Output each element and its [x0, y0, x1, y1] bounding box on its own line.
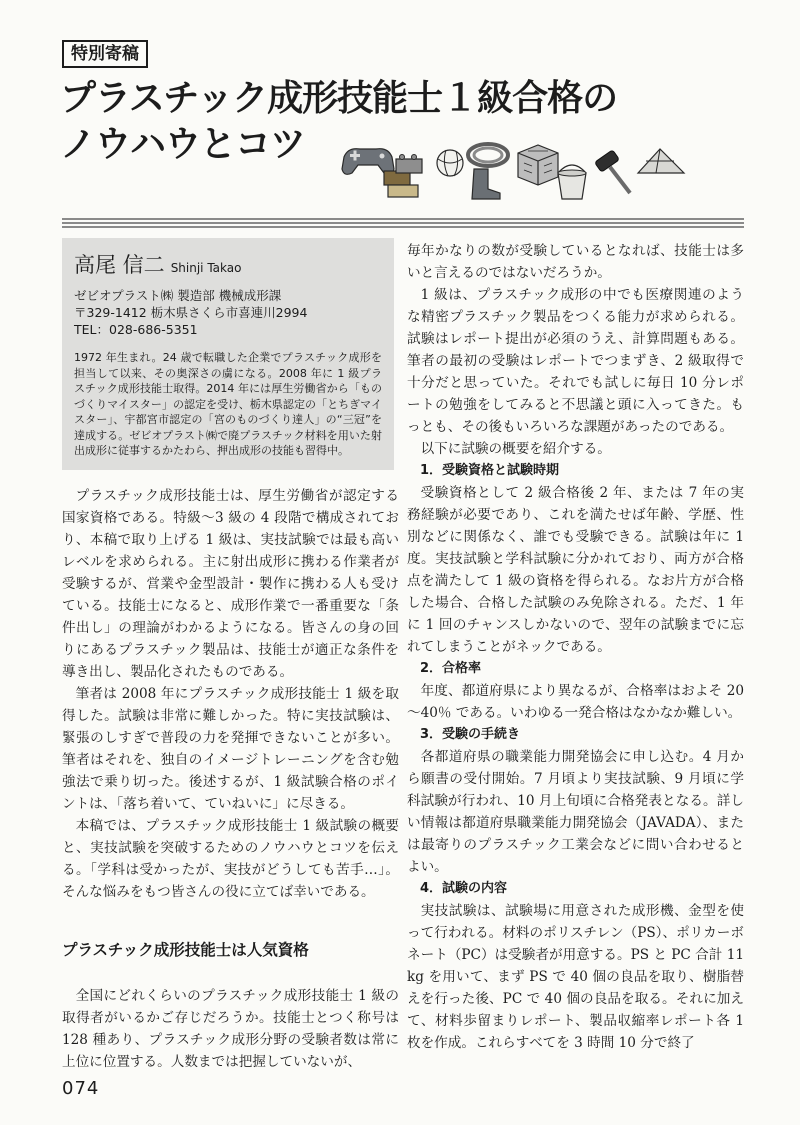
paragraph: 実技試験は、試験場に用意された成形機、金型を使って行われる。材料のポリスチレン（PS）、ポリカーボネート（PC）は受験者が用意する。PS と PC 合計 11 kg を用いて、まず PS で 40 個の良品を取り、樹脂替えを行った後、PC で 40 個の良品を取る。それに加えて、材料歩留まりレポート、製品収縮率レポート各 1 枚を作成。これらすべてを 3 時間 10 分で終了 [407, 903, 744, 1051]
paragraph: 各都道府県の職業能力開発協会に申し込む。4 月から願書の受付開始。7 月頃より実技試験、9 月頃に学科試験が行われ、10 月上旬頃に合格発表となる。詳しい情報は都道府県職業能力開発協会（JAVADA）、または最寄りのプラスチック工業会などに問い合わせるとよい。 [407, 749, 744, 875]
subheading-pass-rate: 2．合格率 [420, 661, 482, 676]
header-divider [62, 216, 744, 228]
paragraph: 受験資格として 2 級合格後 2 年、または 7 年の実務経験が必要であり、これを満たせば年齢、学歴、性別などに関係なく、誰でも受験できる。試験は年に 1 度。実技試験と学科試験に分かれており、両方が合格点を満たして 1 級の資格を得られる。なお片方が合格した場合、合格した試験のみ免除される。ただ、1 年に 1 回のチャンスしかないので、翌年の試験までに忘れてしまうことがネックである。 [407, 485, 744, 655]
page-number: 074 [62, 1078, 100, 1099]
ball-icon [437, 150, 463, 176]
paragraph: 1 級は、プラスチック成形の中でも医療関連のような精密プラスチック製品をつくる能力が求められる。試験はレポート提出が必須のうえ、計算問題もある。筆者の最初の受験はレポートでつまずき、2 級取得で十分だと思っていた。それでも試しに毎日 10 分レポートの勉強をしてみると不思議と頭に入ってきた。もっとも、その後もいろいろな課題があったのである。 [407, 287, 744, 435]
author-name-line [74, 252, 382, 281]
paragraph: 年度、都道府県により異なるが、合格率はおよそ 20 ～40％ である。いわゆる一発合格はなかなか難しい。 [407, 683, 744, 721]
bucket-icon [558, 165, 586, 199]
subheading-qualification: 1．受験資格と試験時期 [420, 463, 560, 478]
boot-icon [472, 169, 500, 199]
author-name-en: Shinji Takao [170, 261, 242, 275]
paragraph: 毎年かなりの数が受験しているとなれば、技能士は多いと言えるのではないだろうか。 [407, 243, 744, 281]
author-company: ゼビオプラスト㈱ 製造部 機械成形課 [74, 288, 282, 303]
author-bio: 1972 年生まれ。24 歳で転職した企業でプラスチック成形を担当して以来、その奥深さの虜になる。2008 年に 1 級プラスチック成形技能士取得。2014 年には厚生労働省から「ものづくりマイスター」の認定を受け、栃木県認定の「とちぎマイスター」、宇都宮市認定の「宮のものづくり達人」の“三冠”を達成する。ゼビオプラスト㈱で廃プラスチック材料を用いた射出成形に従事するかたわら、押出成形の技能も習得中。 [74, 351, 382, 457]
hammer-icon [595, 150, 630, 193]
paragraph: 筆者は 2008 年にプラスチック成形技能士 1 級を取得した。試験は非常に難しかった。特に実技試験は、緊張のしすぎで普段の力を発揮できないことが多い。筆者はそれを、独自のイメージトレーニングを含む勉強法で乗り切った。後述するが、1 級試験合格のポイントは、「落ち着いて、ていねいに」に尽きる。 [62, 686, 399, 812]
author-profile-box [62, 238, 394, 470]
section-tag: 特別寄稿 [62, 40, 148, 68]
paragraph: プラスチック成形技能士は、厚生労働省が認定する国家資格である。特級～3 級の 4 段階で構成されており、本稿で取り上げる 1 級は、実技試験では最も高いレベルを求められる。主に射出成形に携わる作業者が受験するが、営業や金型設計・製作に携わる人も受けている。技能士になると、成形作業で一番重要な「条件出し」の理論がわかるようになる。皆さんの身の回りにあるプラスチック製品は、技能士が適正な条件を導き出し、製品化されたものである。 [62, 488, 399, 680]
paragraph: 以下に試験の概要を紹介する。 [420, 441, 611, 457]
cube-puzzle-icon [518, 145, 558, 185]
section-heading: プラスチック成形技能士は人気資格 [62, 941, 309, 959]
right-column [407, 240, 744, 1054]
title-line-1: プラスチック成形技能士１級合格の [60, 78, 618, 119]
paragraph: 全国にどれくらいのプラスチック成形技能士 1 級の取得者がいるかご存じだろうか。技能士とつく称号は 128 種あり、プラスチック成形分野の受験者数は常に上位に位置する。人数までは把握していないが、 [62, 988, 399, 1070]
product-illustrations [338, 135, 688, 205]
paragraph: 本稿では、プラスチック成形技能士 1 級試験の概要と、実技試験を突破するためのノウハウとコツを伝える。「学科は受かったが、実技がどうしても苦手…」。そんな悩みをもつ皆さんの役に立てば幸いである。 [62, 818, 399, 900]
subheading-procedure: 3．受験の手続き [420, 727, 521, 742]
hose-icon [468, 144, 508, 166]
author-address: 〒329-1412 栃木県さくら市喜連川2994 [74, 305, 308, 320]
subheading-exam-content: 4．試験の内容 [420, 881, 508, 896]
left-column [62, 485, 399, 1073]
author-tel: TEL：028-686-5351 [74, 322, 198, 337]
tent-icon [638, 149, 684, 173]
author-name: 高尾 信二 [74, 253, 165, 277]
title-line-2: ノウハウとコツ [60, 124, 306, 165]
